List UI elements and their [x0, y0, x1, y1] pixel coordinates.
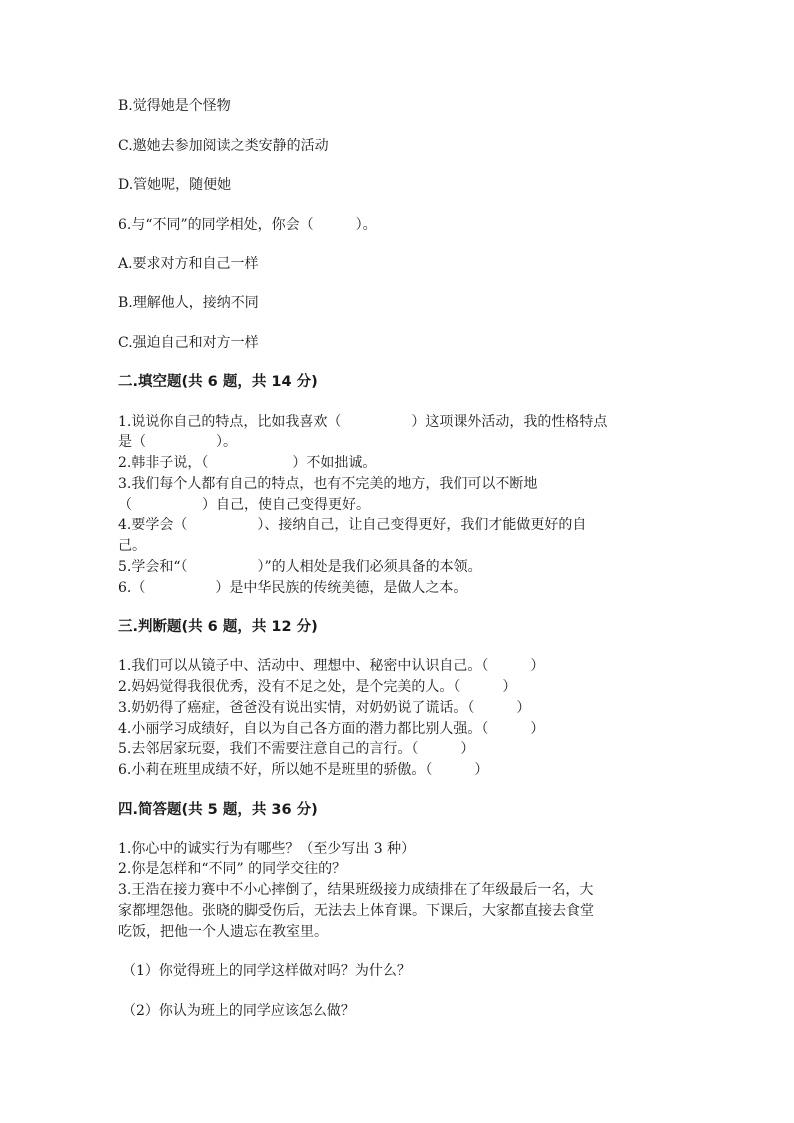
short-answer-line: 家都埋怨他。张晓的脚受伤后，无法去上体育课。下课后，大家都直接去食堂 [118, 903, 594, 919]
fill-blank-line: 6.（ ）是中华民族的传统美德，是做人之本。 [118, 580, 468, 596]
short-answer-line: 吃饭，把他一个人遗忘在教室里。 [118, 924, 328, 940]
short-answer-line: 1.你心中的诚实行为有哪些？（至少写出 3 种） [118, 841, 416, 857]
true-false-item: 2.妈妈觉得我很优秀，没有不足之处，是个完美的人。（ ） [118, 679, 517, 695]
fill-blank-line: 2.韩非子说，（ ）不如拙诚。 [118, 455, 377, 471]
fill-blank-line: 4.要学会（ ）、接纳自己，让自己变得更好，我们才能做更好的自 [118, 517, 587, 533]
subquestion-2: （2）你认为班上的同学应该怎么做？ [122, 1003, 355, 1019]
section-heading-short-answer: 四.简答题(共 5 题，共 36 分) [118, 802, 318, 818]
q5-option-b: B.觉得她是个怪物 [118, 98, 231, 114]
q5-option-c: C.邀她去参加阅读之类安静的活动 [118, 138, 329, 154]
fill-blank-line: （ ）自己，使自己变得更好。 [118, 497, 370, 513]
q5-option-d: D.管她呢，随便她 [118, 177, 232, 193]
true-false-item: 5.去邻居家玩耍，我们不需要注意自己的言行。（ ） [118, 741, 475, 757]
q6-option-c: C.强迫自己和对方一样 [118, 335, 259, 351]
q6-option-a: A.要求对方和自己一样 [118, 256, 259, 272]
true-false-item: 1.我们可以从镜子中、活动中、理想中、秘密中认识自己。（ ） [118, 658, 545, 674]
short-answer-line: 2.你是怎样和“不同” 的同学交往的？ [118, 861, 347, 877]
section-heading-fill-blank: 二.填空题(共 6 题，共 14 分) [118, 374, 318, 390]
true-false-item: 4.小丽学习成绩好，自以为自己各方面的潜力都比别人强。（ ） [118, 721, 545, 737]
true-false-item: 3.奶奶得了癌症，爸爸没有说出实情，对奶奶说了谎话。（ ） [118, 700, 531, 716]
fill-blank-line: 1.说说你自己的特点，比如我喜欢（ ）这项课外活动，我的性格特点 [118, 414, 608, 430]
fill-blank-line: 5.学会和“（ ）”的人相处是我们必须具备的本领。 [118, 559, 482, 575]
q6-stem: 6.与“不同”的同学相处，你会（ ）。 [118, 217, 377, 233]
fill-blank-line: 是（ ）。 [118, 434, 237, 450]
subquestion-1: （1）你觉得班上的同学这样做对吗？为什么？ [122, 963, 411, 979]
section-heading-true-false: 三.判断题(共 6 题，共 12 分) [118, 619, 318, 635]
q6-option-b: B.理解他人，接纳不同 [118, 295, 259, 311]
fill-blank-line: 3.我们每个人都有自己的特点，也有不完美的地方，我们可以不断地 [118, 476, 538, 492]
fill-blank-line: 己。 [118, 538, 146, 554]
true-false-item: 6.小莉在班里成绩不好，所以她不是班里的骄傲。（ ） [118, 762, 489, 778]
short-answer-line: 3.王浩在接力赛中不小心摔倒了，结果班级接力成绩排在了年级最后一名，大 [118, 882, 594, 898]
